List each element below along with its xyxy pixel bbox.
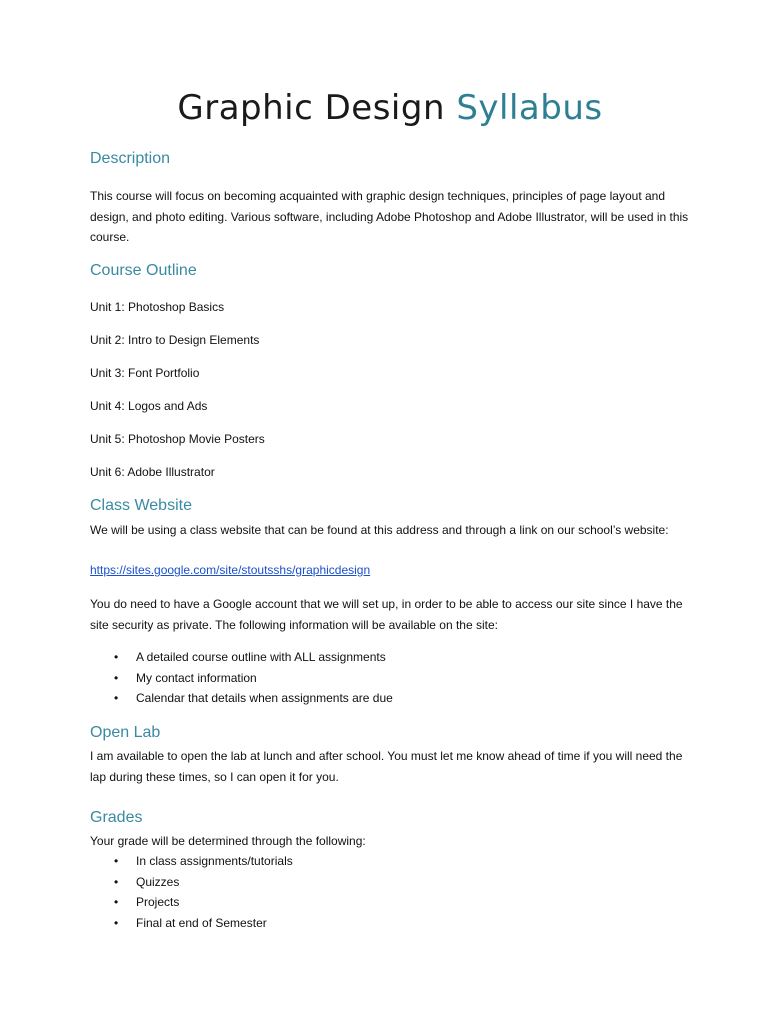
bullet-icon: •: [114, 854, 119, 868]
course-outline-heading: Course Outline: [90, 262, 197, 279]
class-website-link-row: [90, 563, 370, 577]
list-item: • Quizzes: [114, 872, 293, 893]
bullet-icon: •: [114, 915, 119, 930]
list-item: • My contact information: [114, 668, 393, 689]
list-item: • A detailed course outline with ALL assignments: [114, 647, 393, 668]
list-item: • Final at end of Semester: [114, 913, 293, 934]
list-item: • Projects: [114, 892, 293, 913]
unit-2: Unit 2: Intro to Design Elements: [90, 333, 260, 347]
grades-list: [114, 851, 293, 933]
unit-3: Unit 3: Font Portfolio: [90, 366, 200, 380]
list-item: • In class assignments/tutorials: [114, 851, 293, 872]
list-item: • Calendar that details when assignments are due: [114, 688, 393, 709]
description-text: This course will focus on becoming acquainted with graphic design techniques, principles of page layout and design, and photo editing. Various software, including Adobe Photoshop and Adobe Illustrator, will be used in this course.: [90, 189, 689, 244]
website-info-list: [114, 647, 393, 709]
bullet-icon: •: [114, 895, 119, 909]
description-heading: Description: [90, 150, 171, 167]
bullet-icon: •: [114, 874, 119, 889]
title-main: Graphic Design: [177, 88, 446, 128]
unit-1: Unit 1: Photoshop Basics: [90, 300, 225, 314]
class-website-link[interactable]: https://sites.google.com/site/stoutsshs/graphicdesign: [90, 563, 371, 577]
open-lab-text: I am available to open the lab at lunch and after school. You must let me know ahead of time if you will need the lap during these times, so I can open it for you.: [90, 749, 683, 784]
bullet-icon: •: [114, 650, 119, 664]
bullet-icon: •: [114, 670, 119, 685]
title-accent: Syllabus: [456, 88, 603, 128]
open-lab-heading: Open Lab: [90, 724, 161, 741]
unit-4: Unit 4: Logos and Ads: [90, 399, 208, 413]
google-account-text: You do need to have a Google account that we will set up, in order to be able to access our site since I have the site security as private. The following information will be available on the site:: [90, 597, 683, 632]
page-title: [90, 88, 690, 128]
unit-5: Unit 5: Photoshop Movie Posters: [90, 432, 265, 446]
grades-heading: Grades: [90, 809, 143, 826]
unit-6: Unit 6: Adobe Illustrator: [90, 465, 215, 479]
class-website-text: We will be using a class website that can be found at this address and through a link on our school’s website:: [90, 523, 669, 537]
bullet-icon: •: [114, 691, 119, 705]
grades-intro-text: Your grade will be determined through the following:: [90, 834, 366, 848]
syllabus-page: [90, 0, 690, 1024]
class-website-heading: Class Website: [90, 497, 192, 514]
